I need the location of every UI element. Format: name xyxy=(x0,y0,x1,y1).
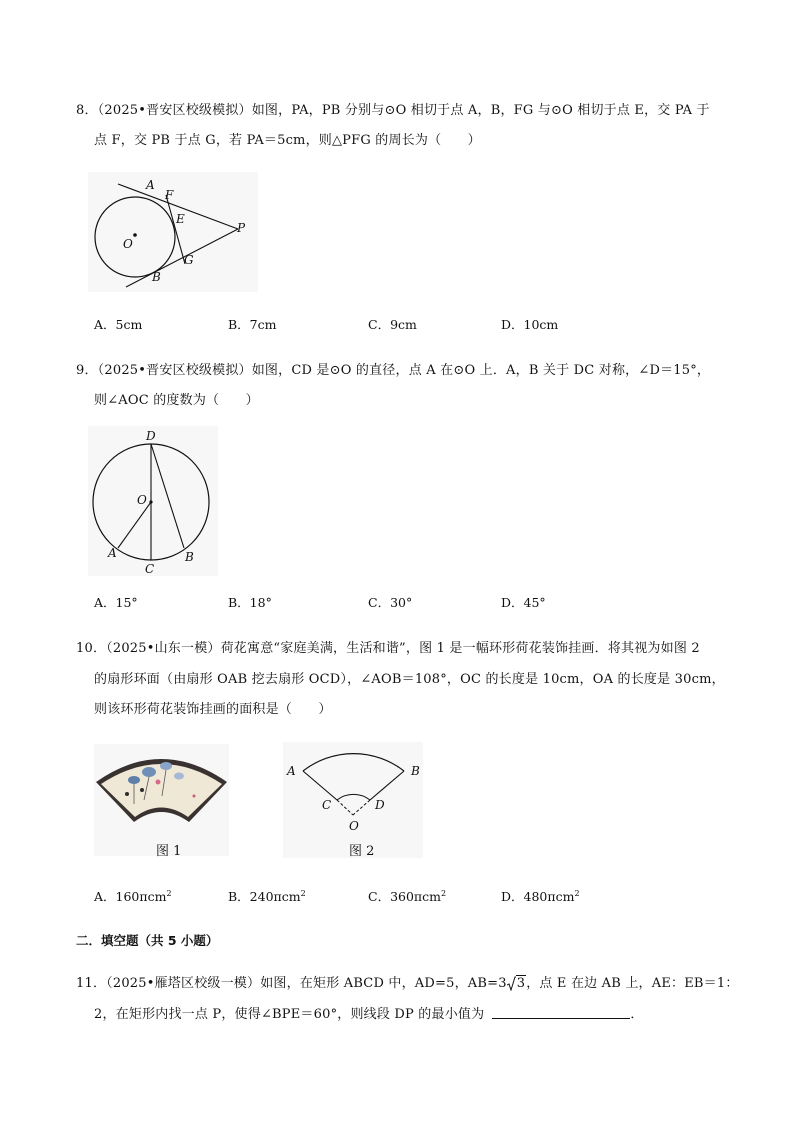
q10-lotus-leaf-2 xyxy=(160,762,172,770)
q10-label-o: O xyxy=(349,819,359,833)
q11-text-line2-end: ． xyxy=(630,1007,644,1022)
q10-lotus-flower-1 xyxy=(156,780,161,785)
q9-option-c: C．30° xyxy=(368,595,413,610)
q9-label-b: B xyxy=(185,550,194,564)
q10-option-a: A．160πcm$^2$ xyxy=(94,889,172,905)
q10-option-c: C．360πcm$^2$ xyxy=(368,889,447,905)
q10-label-b: B xyxy=(411,764,420,778)
q9-label-c: C xyxy=(145,562,155,576)
q9-label-o: O xyxy=(137,493,147,507)
q9-text-line2: 则∠AOC 的度数为（ ） xyxy=(94,393,259,408)
q8-label-o: O xyxy=(123,237,133,251)
q11-text-line1-post: ，点 E 在边 AB 上，AE：EB＝1： xyxy=(526,976,739,991)
q8-label-a: A xyxy=(146,178,155,192)
q9-label-a: A xyxy=(108,546,117,560)
q10-text-line3: 则该环形荷花装饰挂画的面积是（ ） xyxy=(94,702,332,717)
q10-lotus-pod-2 xyxy=(125,792,129,796)
q11-sqrt xyxy=(507,976,526,992)
q8-label-e: E xyxy=(176,212,185,226)
q10-caption-figure1: 图 1 xyxy=(156,844,182,859)
section-fill-in-heading: 二．填空题（共 5 小题） xyxy=(76,933,219,948)
q8-label-b: B xyxy=(152,270,161,284)
q9-center-dot xyxy=(149,500,152,503)
q9-option-b: B．18° xyxy=(228,595,272,610)
q9-label-d: D xyxy=(146,429,156,443)
q10-lotus-flower-2 xyxy=(193,795,196,798)
q10-caption-figure2: 图 2 xyxy=(349,844,375,859)
q11-text-line1 xyxy=(76,976,739,992)
q11-sqrt-sign-icon xyxy=(507,976,516,991)
q8-option-d: D．10cm xyxy=(501,317,559,332)
q10-label-a: A xyxy=(287,764,296,778)
q10-lotus-leaf-3 xyxy=(128,776,140,784)
q8-text-line1: 8．（2025•晋安区校级模拟）如图，PA，PB 分别与⊙O 相切于点 A，B，FG 与⊙O 相切于点 E，交 PA 于 xyxy=(76,103,710,118)
q10-text-line2: 的扇形环面（由扇形 OAB 挖去扇形 OCD），∠AOB＝108°，OC 的长度是 10cm，OA 的长度是 30cm， xyxy=(94,672,725,687)
q10-option-b: B．240πcm$^2$ xyxy=(228,889,306,905)
q8-center-dot xyxy=(133,233,137,237)
q8-label-p: P xyxy=(237,221,246,235)
q10-label-d: D xyxy=(375,798,385,812)
q10-text-line1: 10．（2025•山东一模）荷花寓意“家庭美满，生活和谐”，图 1 是一幅环形荷花装饰挂画．将其视为如图 2 xyxy=(76,641,700,656)
q9-circle-figure xyxy=(88,426,218,576)
q9-text-line1: 9．（2025•晋安区校级模拟）如图，CD 是⊙O 的直径，点 A 在⊙O 上．A，B 关于 DC 对称，∠D＝15°， xyxy=(76,363,711,378)
q11-answer-blank[interactable] xyxy=(492,1006,630,1019)
q8-option-b: B．7cm xyxy=(228,317,277,332)
q8-text-line2: 点 F，交 PB 于点 G，若 PA＝5cm，则△PFG 的周长为（ ） xyxy=(94,133,481,148)
q11-text-line1-pre: 11．（2025•雁塔区校级一模）如图，在矩形 ABCD 中，AD=5，AB=3 xyxy=(76,976,507,991)
q8-option-a: A．5cm xyxy=(94,317,143,332)
q11-text-line2-pre: 2，在矩形内找一点 P，使得∠BPE＝60°，则线段 DP 的最小值为 xyxy=(94,1007,485,1022)
q9-option-d: D．45° xyxy=(501,595,546,610)
q10-label-c: C xyxy=(322,798,332,812)
q11-sqrt-radicand: 3 xyxy=(516,976,526,991)
q8-option-c: C．9cm xyxy=(368,317,417,332)
q10-option-d: D．480πcm$^2$ xyxy=(501,889,580,905)
q10-lotus-leaf-1 xyxy=(142,767,156,777)
q8-label-f: F xyxy=(165,188,174,202)
q11-text-line2 xyxy=(94,1006,644,1023)
q10-lotus-leaf-4 xyxy=(174,773,184,780)
q10-lotus-pod-1 xyxy=(140,788,144,792)
q8-tangent-figure xyxy=(88,172,258,292)
q9-option-a: A．15° xyxy=(94,595,138,610)
q8-label-g: G xyxy=(184,253,194,267)
